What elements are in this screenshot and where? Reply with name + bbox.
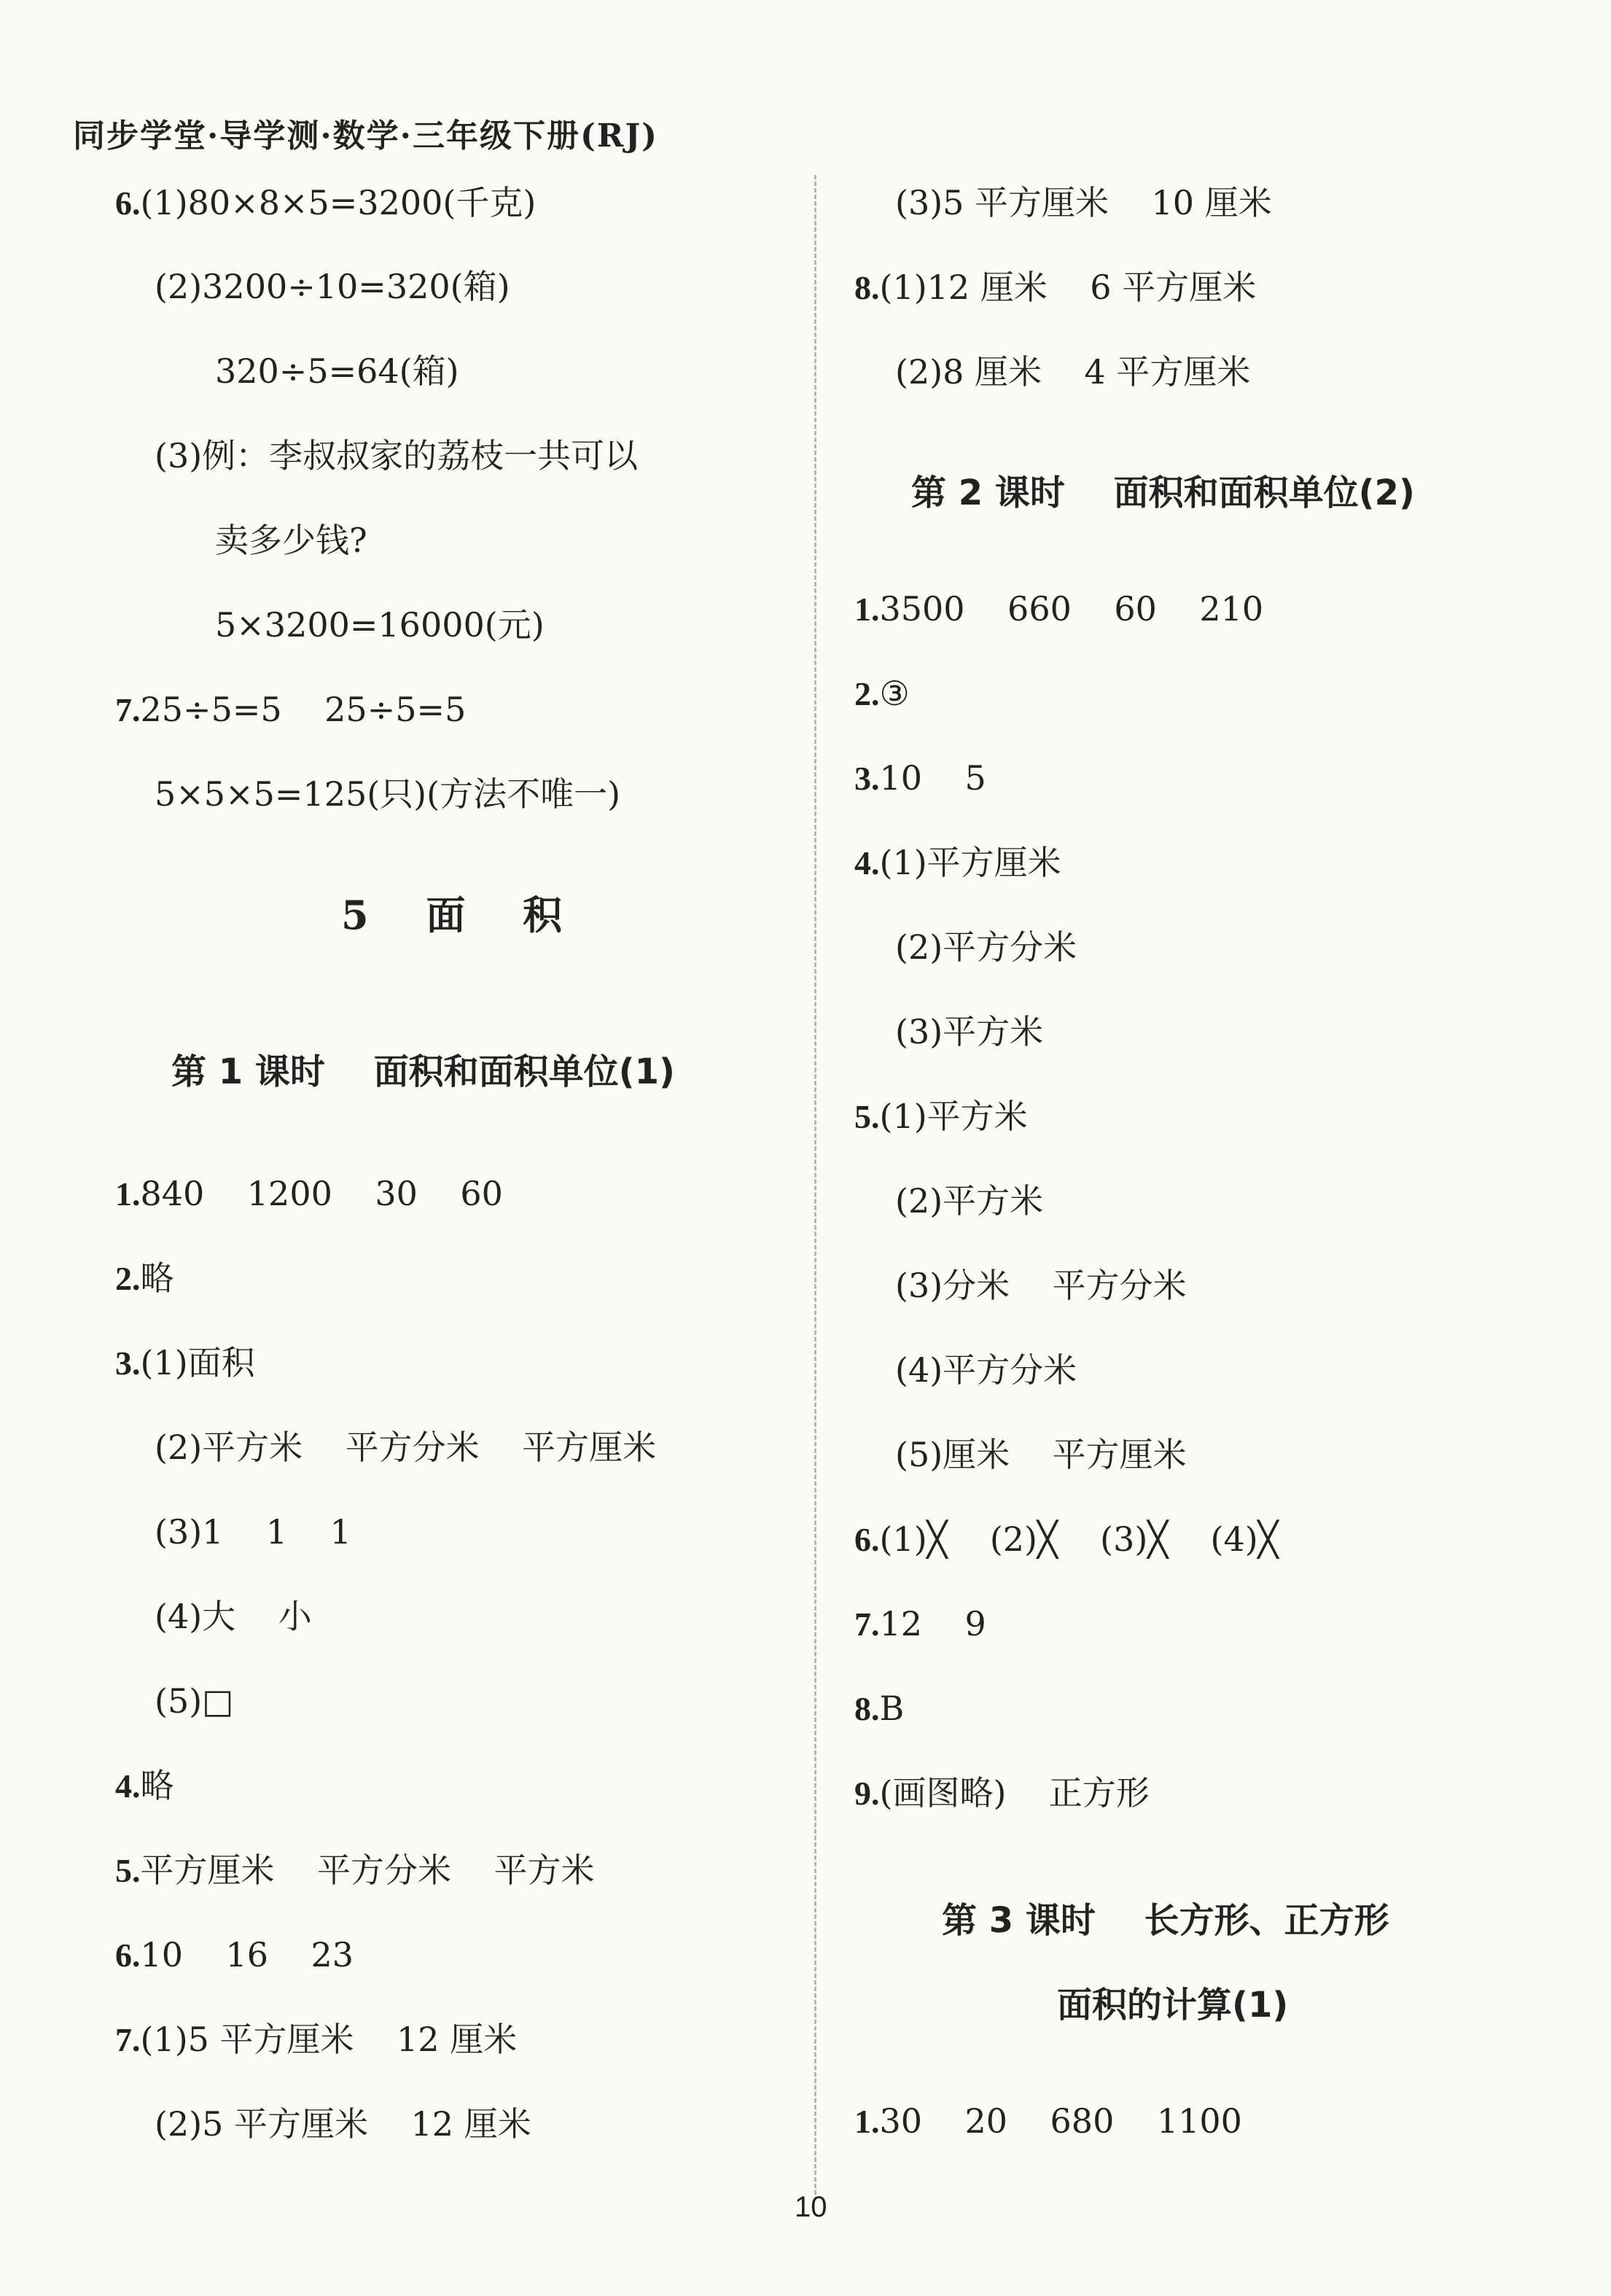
answer-number: 3.: [115, 1344, 141, 1382]
answer-line: [115, 2020, 518, 2059]
chapter-title: 5 面 积: [341, 892, 585, 938]
answer-number: 7.: [854, 1606, 880, 1643]
answer-line: [155, 1681, 234, 1721]
answer-text: (3)平方米: [895, 1012, 1044, 1051]
answer-text: 10 16 23: [140, 1935, 354, 1974]
answer-6-line-2: (2)3200÷10=320(箱): [155, 267, 510, 306]
answer-text: (4)平方分米: [895, 1350, 1077, 1390]
answer-line: [895, 1181, 1044, 1221]
answer-line: [854, 1773, 1150, 1813]
lesson-3-title-line-2: 面积的计算(1): [1057, 1985, 1289, 2025]
answer-number: 5.: [115, 1852, 141, 1889]
answer-text: (2)8 厘米 4 平方厘米: [895, 352, 1251, 392]
answer-text: (2)平方米: [895, 1181, 1044, 1221]
answer-text: 12 9: [879, 1604, 986, 1643]
answer-text: ③: [879, 674, 910, 713]
answer-7-line-2: 5×5×5=125(只)(方法不唯一): [155, 774, 621, 814]
answer-line: [155, 2104, 531, 2144]
answer-line: [895, 1012, 1044, 1051]
answer-line: [115, 1343, 255, 1382]
answer-text: (5)厘米 平方厘米: [895, 1435, 1187, 1474]
running-header: 同步学堂·导学测·数学·三年级下册(RJ): [73, 117, 658, 155]
answer-text: (1)面积: [140, 1343, 255, 1382]
lesson-2-title: 第 2 课时 面积和面积单位(2): [911, 472, 1415, 513]
answer-number: 2.: [115, 1260, 141, 1297]
answer-line: [854, 1604, 986, 1643]
answer-text: B: [879, 1689, 905, 1728]
answer-text: (1)平方米: [879, 1097, 1028, 1136]
answer-number: 1.: [854, 591, 880, 628]
answer-line: [895, 352, 1251, 392]
answer-number: 9.: [854, 1775, 880, 1812]
answer-text: (2)5 平方厘米 12 厘米: [155, 2104, 531, 2144]
answer-number: 2.: [854, 675, 880, 712]
lesson-3-title-line-1: 第 3 课时 长方形、正方形: [942, 1900, 1389, 1941]
right-column: [802, 0, 1502, 2296]
answer-number: 1.: [854, 2103, 880, 2140]
answer-text: 平方厘米 平方分米 平方米: [140, 1851, 595, 1890]
left-column: [0, 0, 700, 2296]
answer-line: [115, 1766, 174, 1805]
answer-6-line-6: 5×3200=16000(元): [215, 605, 545, 645]
answer-text: (1)12 厘米 6 平方厘米: [879, 268, 1257, 307]
answer-number: 3.: [854, 760, 880, 797]
answer-line: [895, 183, 1272, 222]
answer-line: [115, 1174, 503, 1213]
answer-number: 5.: [854, 1098, 880, 1135]
answer-number: 4.: [115, 1767, 141, 1805]
answer-text: (3)分米 平方分米: [895, 1266, 1187, 1305]
answer-text: 840 1200 30 60: [140, 1174, 503, 1213]
answer-line: [854, 843, 1061, 882]
answer-6-line-5: 卖多少钱?: [215, 521, 367, 560]
answer-text: 略: [140, 1766, 174, 1805]
answer-number: 8.: [854, 269, 880, 306]
answer-line: [854, 589, 1264, 629]
answer-line: [854, 2101, 1242, 2141]
answer-number: 8.: [854, 1690, 880, 1727]
answer-text: (3)5 平方厘米 10 厘米: [895, 183, 1272, 222]
answer-6-line-4: (3)例：李叔叔家的荔枝一共可以: [155, 436, 639, 475]
answer-text: (1)╳ (2)╳ (3)╳ (4)╳: [879, 1519, 1279, 1559]
answer-line: [895, 927, 1077, 967]
answer-text: 3500 660 60 210: [879, 589, 1264, 629]
answer-number: 7.: [115, 2021, 141, 2058]
page-number: 10: [795, 2191, 827, 2223]
answer-line: [895, 1350, 1077, 1390]
answer-text: (1)平方厘米: [879, 843, 1061, 882]
answer-line: [155, 1428, 657, 1467]
answer-line: [115, 1258, 174, 1298]
answer-text: 10 5: [879, 758, 986, 798]
answer-line: [115, 1935, 354, 1974]
answer-text: (4)大 小: [155, 1597, 312, 1636]
answer-line: [895, 1435, 1187, 1474]
answer-6-line-3: 320÷5=64(箱): [215, 351, 459, 391]
answer-line: [155, 1597, 312, 1636]
answer-text: (5)□: [155, 1681, 234, 1721]
answer-line: [854, 1519, 1279, 1559]
answer-text: (画图略) 正方形: [879, 1773, 1150, 1813]
answer-line: [854, 1689, 905, 1728]
answer-line: [854, 268, 1257, 307]
answer-6-line-1: 6.(1)80×8×5=3200(千克): [115, 183, 537, 222]
answer-line: [854, 758, 986, 798]
answer-text: 30 20 680 1100: [879, 2101, 1242, 2141]
answer-text: (1)5 平方厘米 12 厘米: [140, 2020, 518, 2059]
answer-number: 4.: [854, 844, 880, 882]
answer-number: 1.: [115, 1175, 141, 1213]
answer-line: [854, 1097, 1028, 1136]
answer-number: 6.: [854, 1521, 880, 1558]
answer-text: (2)平方分米: [895, 927, 1077, 967]
answer-line: [895, 1266, 1187, 1305]
answer-line: [155, 1512, 351, 1552]
answer-number: 6.: [115, 1937, 141, 1974]
answer-line: [854, 674, 910, 713]
answer-text: (3)1 1 1: [155, 1512, 351, 1552]
answer-7-line-1: 7.25÷5=5 25÷5=5: [115, 690, 467, 729]
lesson-1-title: 第 1 课时 面积和面积单位(1): [171, 1051, 675, 1092]
answer-text: (2)平方米 平方分米 平方厘米: [155, 1428, 657, 1467]
answer-text: 略: [140, 1258, 174, 1298]
answer-line: [115, 1853, 594, 1888]
